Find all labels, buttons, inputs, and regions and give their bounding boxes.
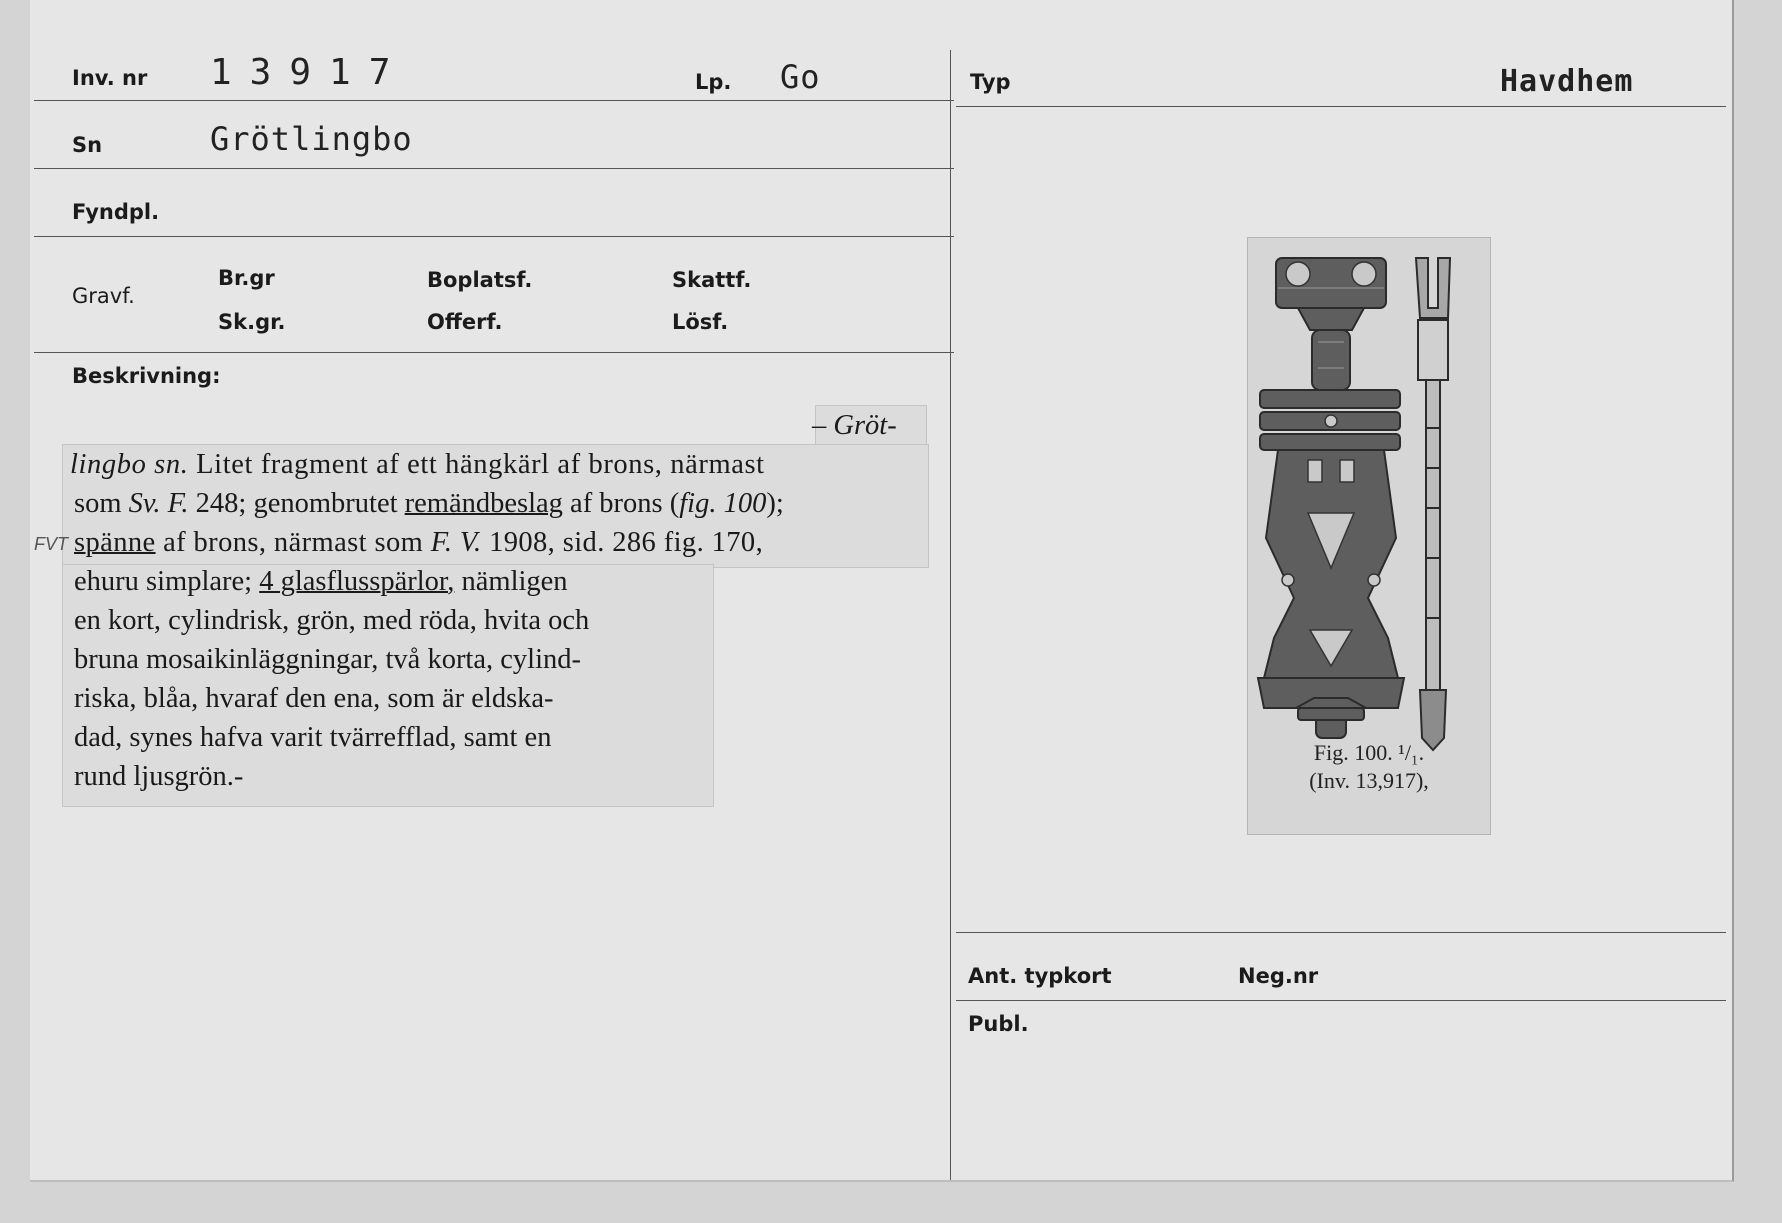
skgr-label: Sk.gr. bbox=[218, 310, 286, 334]
description-line-0: – Gröt- bbox=[812, 410, 897, 441]
description-line-6: bruna mosaikinläggningar, två korta, cylind- bbox=[74, 644, 581, 675]
divider-sn bbox=[34, 168, 954, 169]
lp-label: Lp. bbox=[695, 70, 732, 94]
inv-nr-value: 13917 bbox=[210, 52, 409, 93]
remandbeslag-underlined: remändbeslag bbox=[404, 488, 563, 519]
description-line-9: rund ljusgrön.- bbox=[74, 761, 244, 792]
neg-nr-label: Neg.nr bbox=[1238, 964, 1319, 988]
catalog-card bbox=[30, 0, 1734, 1182]
margin-note: FVT bbox=[34, 534, 68, 554]
description-line-1: lingbo sn. Litet fragment af ett hängkärl af brons, närmast bbox=[70, 449, 765, 480]
figure-clipping bbox=[1247, 237, 1491, 835]
divider-ant-typkort bbox=[956, 932, 1726, 933]
description-line-8: dad, synes hafva varit tvärrefflad, samt en bbox=[74, 722, 552, 753]
inv-nr-label: Inv. nr bbox=[72, 66, 148, 90]
fyndpl-label: Fyndpl. bbox=[72, 200, 160, 224]
ant-typkort-label: Ant. typkort bbox=[968, 964, 1112, 988]
divider-typ bbox=[956, 106, 1726, 107]
offerf-label: Offerf. bbox=[427, 310, 503, 334]
skattf-label: Skattf. bbox=[672, 268, 752, 292]
divider-gravf bbox=[34, 352, 954, 353]
typ-value: Havdhem bbox=[1500, 64, 1634, 99]
losf-label: Lösf. bbox=[672, 310, 729, 334]
description-line-4: ehuru simplare; 4 glasflusspärlor, nämligen bbox=[74, 566, 568, 597]
lp-value: Go bbox=[780, 58, 821, 96]
gravf-label: Gravf. bbox=[72, 284, 135, 308]
divider-publ bbox=[956, 1000, 1726, 1001]
description-line-2: som Sv. F. 248; genombrutet remändbeslag af brons (fig. 100); bbox=[74, 488, 784, 519]
divider-inv bbox=[34, 100, 954, 101]
sn-label: Sn bbox=[72, 133, 103, 157]
brgr-label: Br.gr bbox=[218, 266, 275, 290]
boplatsf-label: Boplatsf. bbox=[427, 268, 533, 292]
glasflusspärlor-underlined: 4 glasflusspärlor, bbox=[259, 566, 455, 597]
publ-label: Publ. bbox=[968, 1012, 1029, 1036]
description-line-5: en kort, cylindrisk, grön, med röda, hvita och bbox=[74, 605, 590, 636]
beskrivning-label: Beskrivning: bbox=[72, 364, 221, 388]
divider-fyndpl bbox=[34, 236, 954, 237]
spanne-underlined: spänne bbox=[74, 527, 156, 558]
description-line-7: riska, blåa, hvaraf den ena, som är eldska- bbox=[74, 683, 554, 714]
figure-caption-line-1: Fig. 100. ¹/₁. bbox=[1313, 740, 1425, 765]
column-divider bbox=[950, 50, 951, 1180]
sn-value: Grötlingbo bbox=[210, 120, 413, 158]
figure-caption-line-2: (Inv. 13,917), bbox=[1309, 768, 1429, 793]
typ-label: Typ bbox=[970, 70, 1011, 94]
description-line-3: spänne af brons, närmast som F. V. 1908, sid. 286 fig. 170, bbox=[74, 527, 764, 558]
